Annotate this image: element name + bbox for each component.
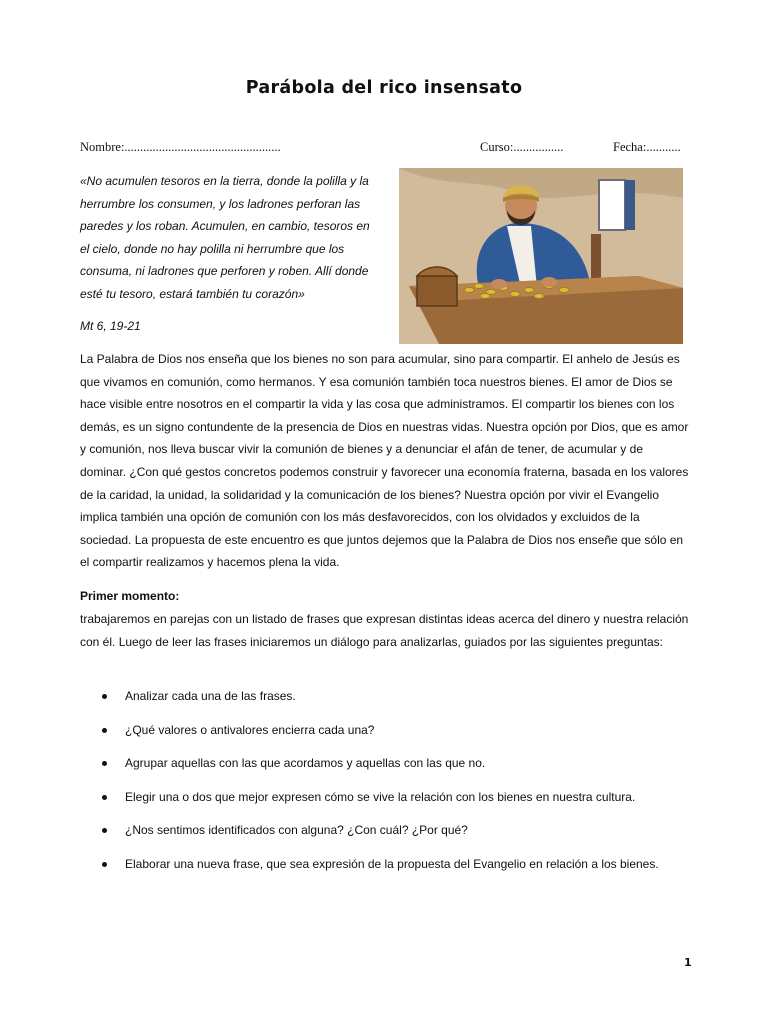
list-item-text: Elaborar una nueva frase, que sea expresión de la propuesta del Evangelio en relación a los bienes. [125, 856, 659, 871]
quote-line: consuma, ni ladrones que perforen y roben. Allí donde [80, 264, 369, 279]
quote-line: esté tu tesoro, estará también tu corazón» [80, 286, 305, 301]
list-item [80, 686, 692, 720]
section-body: trabajaremos en parejas con un listado de frases que expresan distintas ideas acerca del dinero y nuestra relación con él. Luego de leer las frases iniciaremos un diálogo para analizarlas, guiados por las siguientes preguntas: [80, 612, 689, 649]
list-item-text: ¿Qué valores o antivalores encierra cada una? [125, 722, 375, 737]
curso-field[interactable]: Curso:................ [480, 140, 564, 154]
bible-quote [80, 170, 390, 306]
fecha-field[interactable]: Fecha:........... [613, 140, 681, 154]
quote-reference: Mt 6, 19-21 [80, 319, 141, 333]
student-fields [80, 140, 690, 156]
bullet-icon [102, 694, 107, 699]
list-item-text: Agrupar aquellas con las que acordamos y aquellas con las que no. [125, 756, 486, 770]
nombre-field[interactable]: Nombre:.................................................. [80, 140, 281, 154]
rich-man-illustration [399, 168, 683, 344]
intro-paragraph: La Palabra de Dios nos enseña que los bienes no son para acumular, sino para compartir. El anhelo de Jesús es que vivamos en comunión, como hermanos. Y esa comunión también toca nuestros bienes. El amor de Dios se hace visible entre nosotros en el compartir la vida y las cosa que administramos. El compartir los bienes con los demás, es un signo contundente de la presencia de Dios en nuestras vidas. Nuestra opción por Dios, que es amor y comunión, nos lleva buscar vivir la comunión de bienes y a denunciar el afán de tener, de acumular y de dominar. ¿Con qué gestos concretos podemos construir y favorecer una economía fraterna, basada en los valores de la caridad, la unidad, la solidaridad y la comunicación de los bienes? Nuestra opción por vivir el Evangelio implica también una opción de comunión con los más desfavorecidos, con los olvidados y excluidos de la sociedad. La propuesta de este encuentro es que juntos dejemos que la Palabra de Dios nos enseñe que sólo en el compartir realizamos y hacemos plena la vida. [80, 352, 689, 570]
quote-line: herrumbre los consumen, y los ladrones perforan las [80, 196, 361, 211]
list-item [80, 820, 692, 854]
bullet-icon [102, 761, 107, 766]
list-item [80, 787, 692, 821]
bullet-icon [102, 828, 107, 833]
page-title: Parábola del rico insensato [245, 78, 523, 98]
list-item-text: Analizar cada una de las frases. [125, 689, 296, 703]
bullet-icon [102, 795, 107, 800]
bullet-icon [102, 728, 107, 733]
list-item-text: Elegir una o dos que mejor expresen cómo se vive la relación con los bienes en nuestra cultura. [125, 789, 636, 804]
quote-line: paredes y los roban. Acumulen, en cambio, tesoros en [80, 219, 370, 234]
bullet-icon [102, 862, 107, 867]
list-item-text: ¿Nos sentimos identificados con alguna? ¿Con cuál? ¿Por qué? [125, 823, 468, 837]
list-item [80, 753, 692, 787]
section-title: Primer momento: [80, 589, 180, 603]
page-number: 1 [684, 956, 692, 969]
question-list [80, 686, 692, 887]
quote-line: «No acumulen tesoros en la tierra, donde la polilla y la [80, 174, 369, 188]
list-item [80, 854, 692, 888]
list-item [80, 720, 692, 754]
quote-line: el cielo, donde no hay polilla ni herrumbre que los [80, 241, 345, 256]
